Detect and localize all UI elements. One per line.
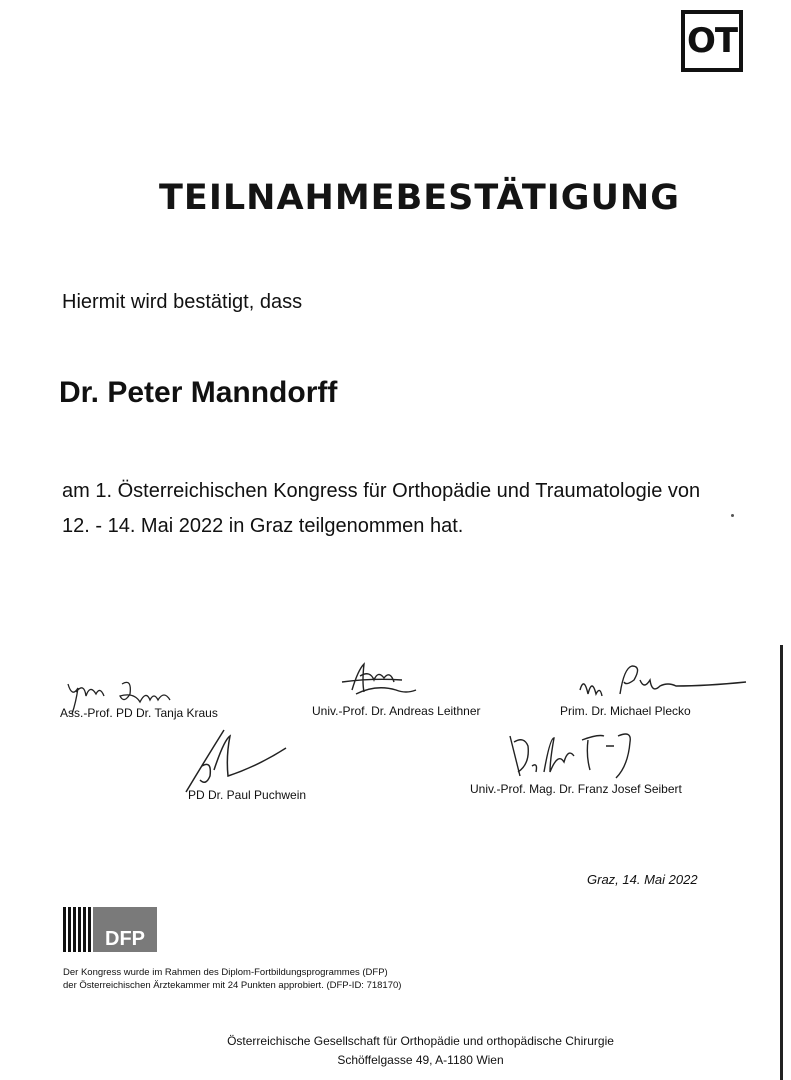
signature-block-seibert [470, 726, 710, 804]
dfp-note-line-2: der Österreichischen Ärztekammer mit 24 Punkten approbiert. (DFP-ID: 718170) [63, 980, 402, 991]
signature-block-plecko [560, 660, 770, 720]
dfp-logo-text: DFP [105, 928, 145, 950]
dfp-note-line-1: Der Kongress wurde im Rahmen des Diplom-Fortbildungsprogrammes (DFP) [63, 967, 388, 978]
society-name: Österreichische Gesellschaft für Orthopädie und orthopädische Chirurgie [227, 1034, 614, 1048]
signature-block-leithner [312, 660, 512, 720]
dfp-note [63, 966, 401, 992]
document-title: TEILNAHMEBESTÄTIGUNG [159, 178, 680, 218]
ot-logo [681, 10, 743, 72]
participation-statement: am 1. Österreichischen Kongress für Orthopädie und Traumatologie von 12. - 14. Mai 2022 in Graz teilgenommen hat. [62, 480, 701, 537]
society-address [0, 1032, 791, 1070]
signature-block-kraus [60, 670, 260, 722]
participant-name: Dr. Peter Manndorff [59, 376, 338, 409]
scan-edge-line [780, 645, 783, 1080]
intro-text: Hiermit wird bestätigt, dass [62, 291, 303, 313]
signature-block-puchwein [180, 722, 380, 804]
signatory-name-leithner: Univ.-Prof. Dr. Andreas Leithner [312, 704, 481, 718]
signatory-name-plecko: Prim. Dr. Michael Plecko [560, 704, 691, 718]
dfp-logo-graphic [63, 907, 157, 952]
dfp-logo [63, 907, 157, 952]
issue-date: Graz, 14. Mai 2022 [587, 872, 698, 887]
ot-logo-text: OT [686, 21, 738, 61]
signatory-name-kraus: Ass.-Prof. PD Dr. Tanja Kraus [60, 706, 218, 720]
signatory-name-puchwein: PD Dr. Paul Puchwein [188, 788, 307, 802]
society-street: Schöffelgasse 49, A-1180 Wien [337, 1053, 504, 1067]
signatory-name-seibert: Univ.-Prof. Mag. Dr. Franz Josef Seibert [470, 782, 682, 796]
scan-speck [731, 514, 734, 517]
